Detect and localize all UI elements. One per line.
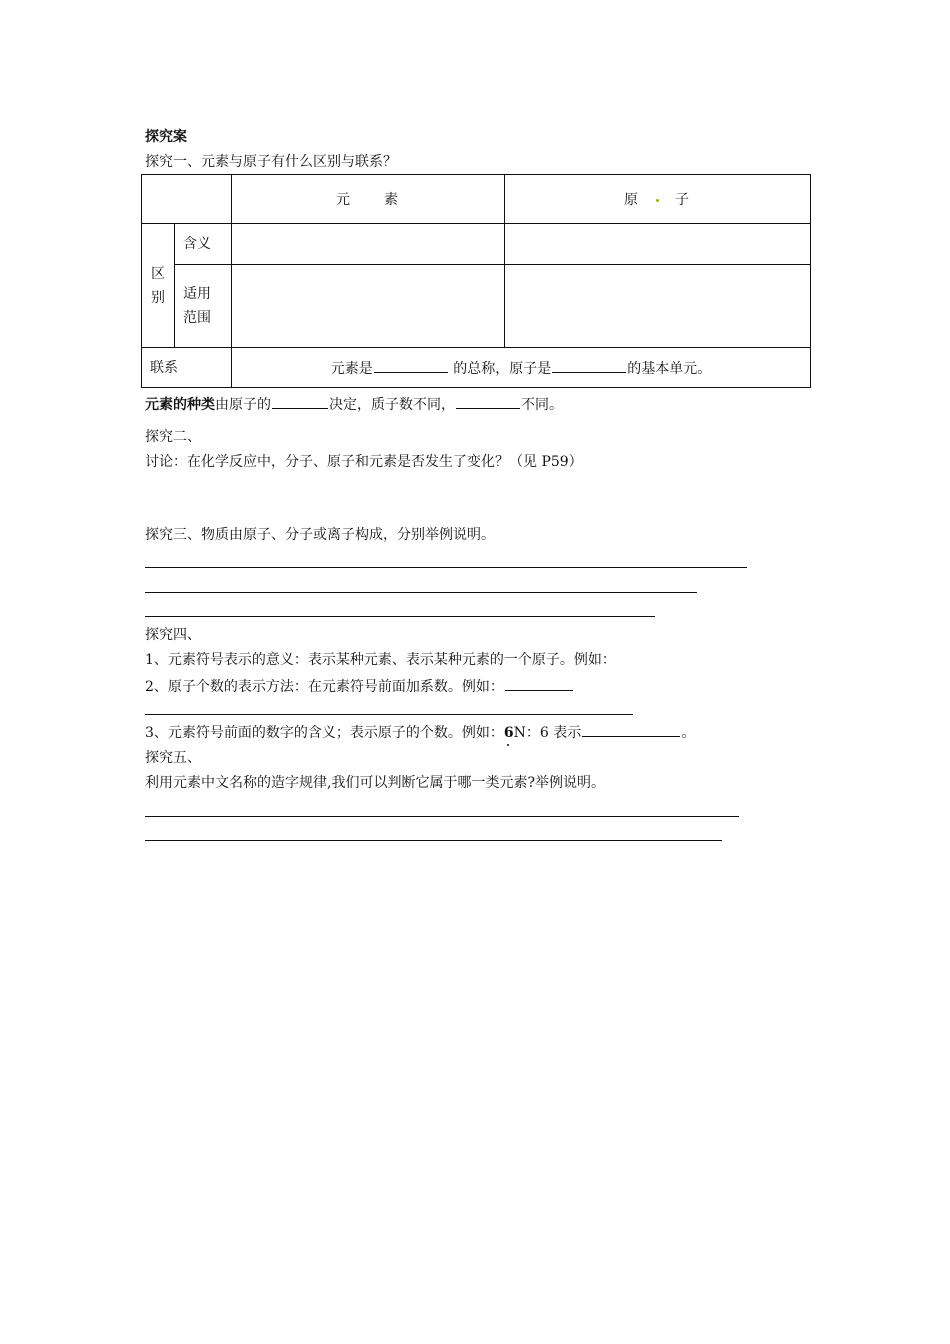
answer-line-3[interactable] xyxy=(145,616,655,617)
answer-line-1[interactable] xyxy=(145,567,747,568)
element-kind-line xyxy=(145,394,563,415)
inquiry5-text: 利用元素中文名称的造字规律,我们可以判断它属于哪一类元素?举例说明。 xyxy=(145,775,605,791)
scope-label xyxy=(175,265,232,348)
answer-line-6[interactable] xyxy=(145,840,722,841)
inquiry2-discussion: 讨论：在化学反应中，分子、原子和元素是否发生了变化？（见 P59） xyxy=(145,454,583,470)
answer-line-2[interactable] xyxy=(145,592,697,593)
link-text-3: 的基本单元。 xyxy=(627,360,712,377)
number-six: 6 xyxy=(503,725,514,741)
blank-decides[interactable] xyxy=(272,394,328,409)
inquiry4-item3-end: 。 xyxy=(681,725,696,741)
inquiry1-title: 探究一、元素与原子有什么区别与联系？ xyxy=(145,154,397,170)
header-atom xyxy=(505,175,811,224)
link-text-1: 元素是 xyxy=(330,360,373,377)
scope-label-1: 适用 xyxy=(183,286,211,302)
table-header-row xyxy=(142,175,811,224)
inquiry4-item3-text: 3、元素符号前面的数字的含义；表示原子的个数。例如： xyxy=(145,725,504,741)
inquiry4-item3-text-b: N：6 表示 xyxy=(513,725,582,741)
diff-char-1: 区 xyxy=(151,265,165,282)
answer-line-5[interactable] xyxy=(145,816,739,817)
header-element: 元 素 xyxy=(232,175,505,224)
inquiry4-item1: 1、元素符号表示的意义：表示某种元素、表示某种元素的一个原子。例如： xyxy=(145,652,616,668)
section-title: 探究案 xyxy=(145,129,187,145)
link-text-2: 的总称，原子是 xyxy=(448,360,552,377)
blank-different[interactable] xyxy=(456,394,520,409)
blank-atom-count-example[interactable] xyxy=(505,676,573,691)
header-atom-left: 原 xyxy=(624,192,640,208)
table-row-link xyxy=(142,348,811,388)
element-kind-text-3: 不同。 xyxy=(521,397,563,413)
inquiry5-title: 探究五、 xyxy=(145,750,201,766)
element-meaning-cell[interactable] xyxy=(232,224,505,265)
table-row-meaning xyxy=(142,224,811,265)
inquiry3-title: 探究三、物质由原子、分子或离子构成，分别举例说明。 xyxy=(145,527,495,543)
meaning-label: 含义 xyxy=(175,224,232,265)
inquiry2-title: 探究二、 xyxy=(145,429,201,445)
dot-mark xyxy=(656,199,659,202)
atom-scope-cell[interactable] xyxy=(505,265,811,348)
blank-element-is[interactable] xyxy=(374,358,448,373)
link-label: 联系 xyxy=(142,348,232,388)
inquiry4-item2 xyxy=(145,676,574,697)
element-kind-text-2: 决定，质子数不同， xyxy=(329,397,455,413)
atom-meaning-cell[interactable] xyxy=(505,224,811,265)
table-row-scope xyxy=(142,265,811,348)
inquiry4-item2-text: 2、原子个数的表示方法：在元素符号前面加系数。例如： xyxy=(145,679,504,695)
element-kind-bold: 元素的种类 xyxy=(145,397,215,413)
table-corner-cell xyxy=(142,175,232,224)
element-kind-text-1: 由原子的 xyxy=(215,397,271,413)
element-atom-table xyxy=(141,174,811,388)
header-atom-right: 子 xyxy=(675,192,691,208)
diff-char-2: 别 xyxy=(151,289,165,306)
diff-label xyxy=(142,224,175,348)
blank-six-means[interactable] xyxy=(582,722,680,737)
link-cell xyxy=(232,348,811,388)
element-scope-cell[interactable] xyxy=(232,265,505,348)
scope-label-2: 范围 xyxy=(183,310,211,326)
blank-atom-is[interactable] xyxy=(552,358,626,373)
inquiry4-title: 探究四、 xyxy=(145,627,201,643)
answer-line-4[interactable] xyxy=(145,714,633,715)
inquiry4-item3 xyxy=(145,722,695,743)
